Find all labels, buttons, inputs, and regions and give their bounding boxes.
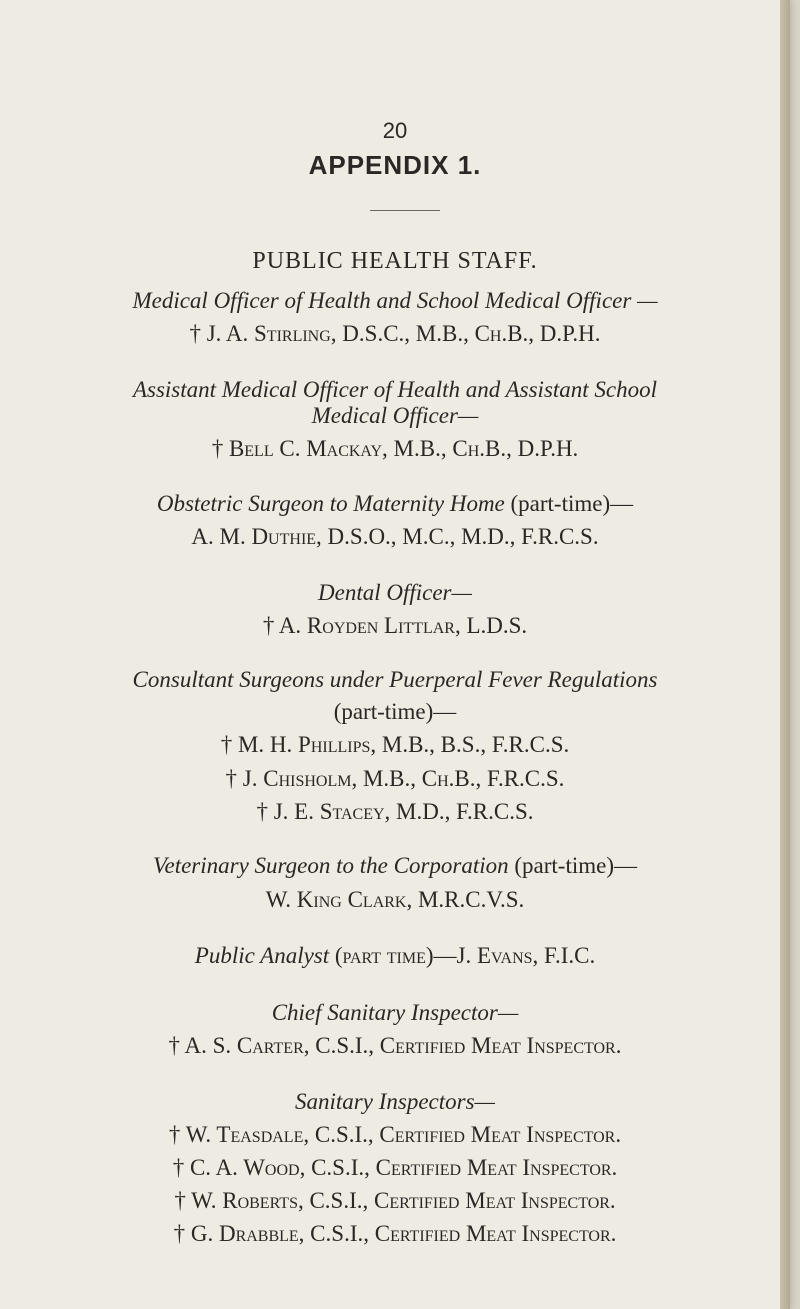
vet-title: Veterinary Surgeon to the Corporation <box>153 853 509 878</box>
analyst-entry <box>0 943 790 969</box>
appendix-title: APPENDIX 1. <box>308 150 482 180</box>
section-heading: PUBLIC HEALTH STAFF. <box>252 248 538 274</box>
amoh-person: † Bell C. Mackay, M.B., Ch.B., D.P.H. <box>211 436 579 461</box>
moh-person: † J. A. Stirling, D.S.C., M.B., Ch.B., D.P.H. <box>189 321 601 346</box>
consultant-title: Consultant Surgeons under Puerperal Fever Regulations <box>132 667 658 692</box>
obstetric-title: Obstetric Surgeon to Maternity Home <box>156 491 505 516</box>
chief-inspector-person: † A. S. Carter, C.S.I., Certified Meat Inspector. <box>168 1033 622 1058</box>
obstetric-entry <box>0 491 790 517</box>
vet-note: (part-time)— <box>514 853 637 878</box>
inspector-3: † W. Roberts, C.S.I., Certified Meat Inspector. <box>174 1188 616 1213</box>
consultant-person-2: † J. Chisholm, M.B., Ch.B., F.R.C.S. <box>225 766 565 791</box>
divider <box>370 210 440 211</box>
inspector-2: † C. A. Wood, C.S.I., Certified Meat Inspector. <box>172 1155 618 1180</box>
dental-person: † A. Royden Littlar, L.D.S. <box>262 613 528 638</box>
inspector-1: † W. Teasdale, C.S.I., Certified Meat Inspector. <box>168 1122 622 1147</box>
obstetric-person: A. M. Duthie, D.S.O., M.C., M.D., F.R.C.S. <box>191 524 599 549</box>
amoh-title-line-2: Medical Officer— <box>311 403 479 428</box>
analyst-title: Public Analyst <box>194 943 330 968</box>
page-number: 20 <box>382 118 408 143</box>
moh-title: Medical Officer of Health and School Medical Officer — <box>132 288 658 313</box>
chief-inspector-title: Chief Sanitary Inspector— <box>271 1000 519 1025</box>
consultant-note: (part-time)— <box>333 699 457 724</box>
inspectors-title: Sanitary Inspectors— <box>295 1089 495 1114</box>
obstetric-note: (part-time)— <box>510 491 634 516</box>
dental-title: Dental Officer— <box>318 580 472 605</box>
analyst-person: (part time)—J. Evans, F.I.C. <box>334 943 596 968</box>
consultant-person-3: † J. E. Stacey, M.D., F.R.C.S. <box>256 799 534 824</box>
consultant-person-1: † M. H. Phillips, M.B., B.S., F.R.C.S. <box>220 732 570 757</box>
inspector-4: † G. Drabble, C.S.I., Certified Meat Inspector. <box>173 1221 617 1246</box>
amoh-title-line-1: Assistant Medical Officer of Health and Assistant School <box>132 377 658 402</box>
vet-entry <box>0 853 790 879</box>
vet-person: W. King Clark, M.R.C.V.S. <box>265 887 525 912</box>
